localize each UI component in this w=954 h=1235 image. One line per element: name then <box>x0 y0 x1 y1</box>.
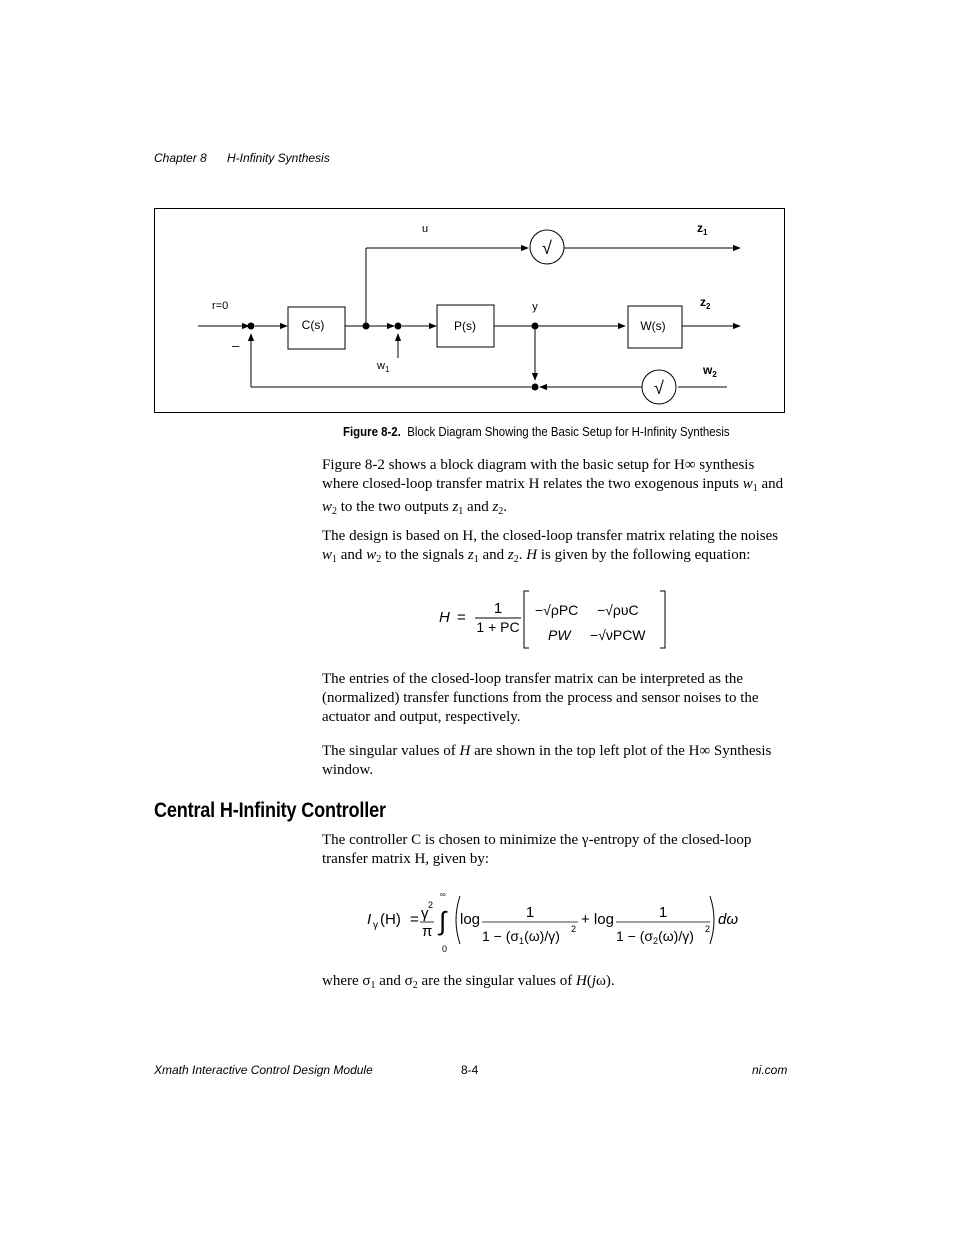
minus-sign: – <box>232 338 240 353</box>
p-block-label: P(s) <box>454 319 476 333</box>
sum-node-1 <box>248 323 255 330</box>
svg-text:0: 0 <box>442 944 448 954</box>
svg-text:=: = <box>457 609 466 626</box>
footer-link[interactable]: ni.com <box>752 1063 788 1077</box>
y-label: y <box>532 301 538 313</box>
svg-text:+ log: + log <box>581 911 614 928</box>
u-label: u <box>421 223 429 235</box>
block-diagram <box>154 208 785 413</box>
equation-entropy <box>360 886 750 958</box>
svg-text:2: 2 <box>428 900 434 910</box>
svg-text:∞: ∞ <box>440 890 446 899</box>
c-block-label: C(s) <box>301 318 325 332</box>
svg-text:=: = <box>410 911 419 928</box>
w1-label: $w_1$ <box>377 360 390 374</box>
section-label: H-Infinity Synthesis <box>227 151 330 165</box>
svg-text:−√νPCW: −√νPCW <box>590 627 646 643</box>
svg-text:PW: PW <box>548 627 571 643</box>
svg-text:γ: γ <box>373 920 378 931</box>
sum-node-2 <box>395 323 402 330</box>
w2-label: $w_2$ <box>703 363 717 379</box>
figure-number: Figure 8-2. <box>343 424 401 439</box>
svg-text:∫: ∫ <box>439 906 447 936</box>
sum-node-3 <box>532 384 539 391</box>
svg-text:1: 1 <box>493 600 503 617</box>
paragraph-4: The singular values of H are shown in the top left plot of the H∞ Synthesis window. <box>322 743 772 778</box>
page-number: 8-4 <box>461 1063 479 1077</box>
paragraph-6: where $\sigma_1$ and $\sigma_2$ are the singular values of H(jω). <box>322 973 615 991</box>
paragraph-3: The entries of the closed-loop transfer matrix can be interpreted as the (normalized) transfer functions from the process and sensor noises to the actuator and output, respectively. <box>322 671 759 725</box>
svg-text:dω: dω <box>718 911 739 928</box>
svg-text:H: H <box>439 609 450 626</box>
figure-caption <box>343 424 730 439</box>
svg-text:(H): (H) <box>380 911 401 928</box>
svg-text:2: 2 <box>571 924 577 934</box>
svg-text:1: 1 <box>658 904 668 921</box>
sqrt-icon: √ <box>542 238 552 258</box>
section-heading: Central H-Infinity Controller <box>154 799 386 822</box>
footer-title: Xmath Interactive Control Design Module <box>154 1063 373 1077</box>
paragraph-2: The design is based on H, the closed-loop transfer matrix relating the noises $w_1$ and $w_2$ to the signals $z_1$ and $z_2$. H is given by the following equation: <box>322 528 779 565</box>
svg-text:1 − (σ1(ω)/γ): $1 - (\sigma_1(\omega)/\gamma)$ <box>482 928 560 946</box>
svg-text:1 − (σ2(ω)/γ): $1 - (\sigma_2(\omega)/\gamma)$ <box>616 928 694 946</box>
svg-text:−√ρυC: −√ρυC <box>597 602 639 618</box>
equation-h <box>430 588 680 652</box>
svg-text:I: I <box>367 911 372 928</box>
sqrt-icon-2: √ <box>654 378 664 398</box>
z1-label: $z_1$ <box>697 221 708 237</box>
svg-text:π: π <box>422 923 433 940</box>
paragraph-5: The controller C is chosen to minimize the γ-entropy of the closed-loop transfer matrix H, given by: <box>322 832 752 867</box>
r-label: r=0 <box>212 300 229 312</box>
figure-title: Block Diagram Showing the Basic Setup for H-Infinity Synthesis <box>407 424 730 439</box>
paragraph-1: Figure 8-2 shows a block diagram with the basic setup for H∞ synthesis where closed-loop transfer matrix H relates the two exogenous inputs $w_1$ and $w_2$ to the two outputs $z_1$ and $z_2$. <box>322 457 784 517</box>
z2-label: $z_2$ <box>700 295 711 311</box>
svg-text:1: 1 <box>525 904 535 921</box>
chapter-label: Chapter 8 <box>154 151 207 165</box>
svg-text:γ: γ <box>421 905 429 922</box>
svg-text:2: 2 <box>705 924 711 934</box>
w-block-label: W(s) <box>640 319 666 333</box>
svg-text:log: log <box>460 911 481 928</box>
svg-text:−√ρPC: −√ρPC <box>535 602 579 618</box>
svg-text:1 + PC: 1 + PC <box>476 619 520 635</box>
